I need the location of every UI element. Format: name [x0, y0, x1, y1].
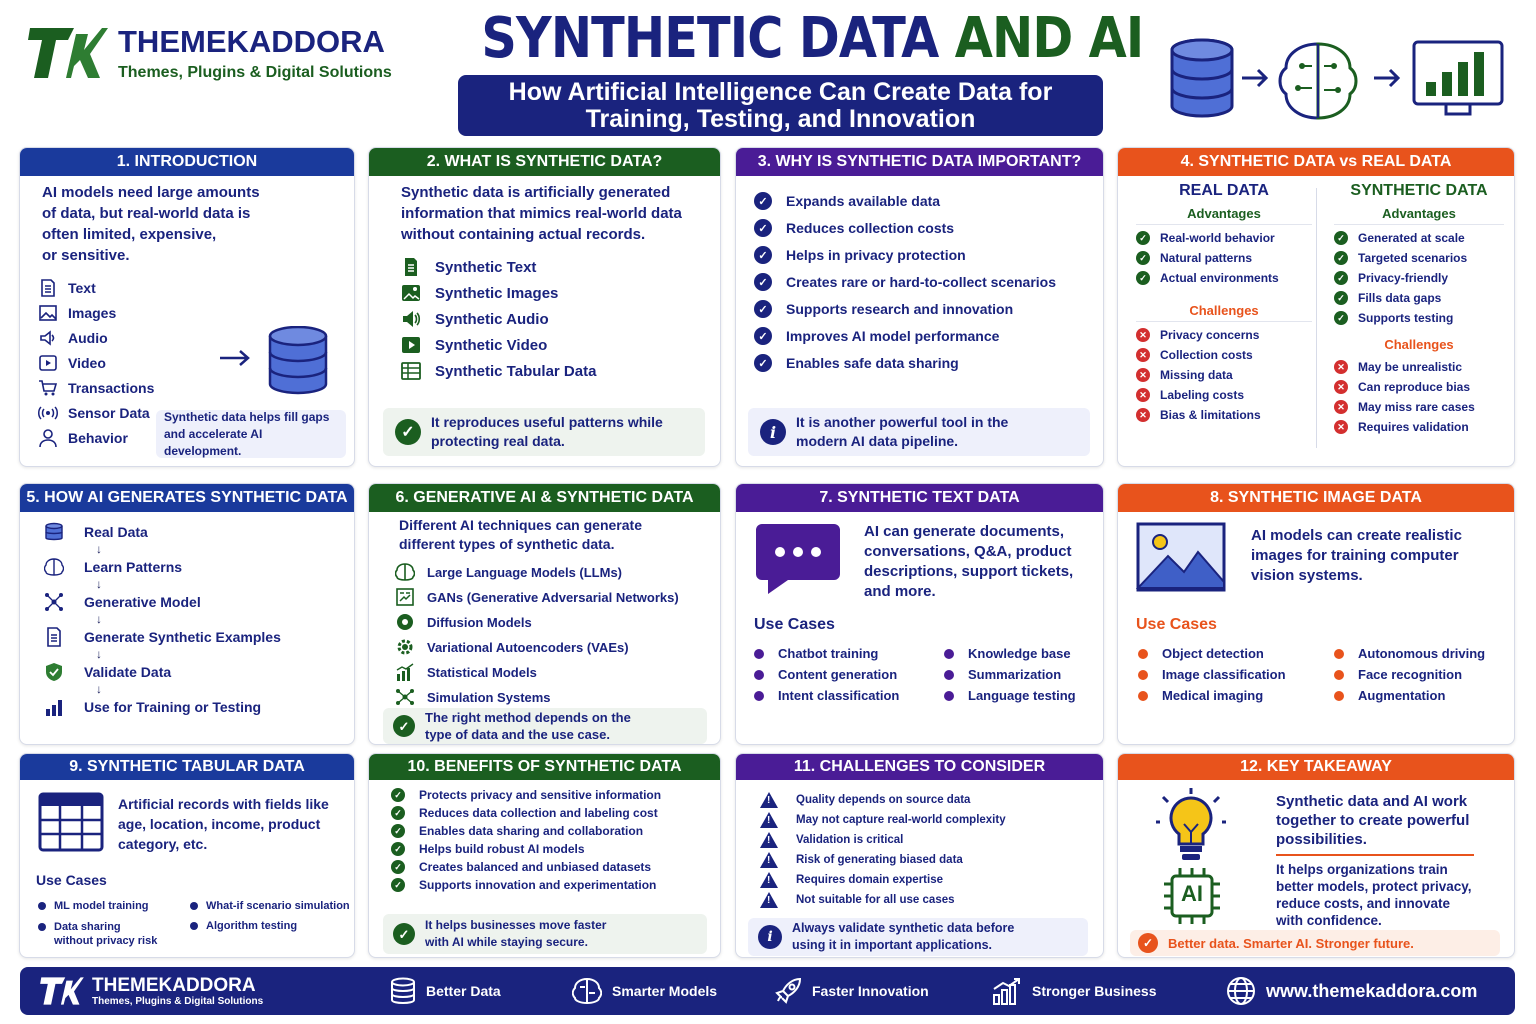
check-icon: ✓	[391, 842, 405, 856]
use-case-item: Language testing	[944, 688, 1076, 703]
play-icon	[401, 335, 421, 355]
check-icon: ✓	[1334, 271, 1348, 285]
brand-logo	[28, 20, 392, 86]
challenge-item: ✕ Collection costs	[1136, 348, 1312, 362]
monitor-chart-icon	[1414, 42, 1502, 114]
card-heading: 4. SYNTHETIC DATA vs REAL DATA	[1118, 148, 1514, 176]
header-illustration	[1168, 36, 1508, 126]
brand-tagline: Themes, Plugins & Digital Solutions	[118, 64, 392, 81]
bullet-icon	[754, 691, 764, 701]
genai-text-line: Different AI techniques can generate	[399, 517, 642, 533]
growth-chart-icon	[992, 977, 1022, 1005]
gear-icon	[395, 637, 415, 657]
what-item: Synthetic Text	[401, 257, 688, 277]
advantage-item: ✓ Targeted scenarios	[1334, 251, 1504, 265]
why-item: ✓ Reduces collection costs	[754, 219, 1085, 237]
card-heading: 2. WHAT IS SYNTHETIC DATA?	[369, 148, 720, 176]
card-what-is-synthetic-data	[368, 147, 721, 467]
challenge-item: ✕ Bias & limitations	[1136, 408, 1312, 422]
challenge-item: ✕ Privacy concerns	[1136, 328, 1312, 342]
document-icon	[44, 627, 64, 647]
check-icon: ✓	[393, 923, 415, 945]
challenge-item: ! Risk of generating biased data	[760, 852, 1006, 868]
card-heading: 5. HOW AI GENERATES SYNTHETIC DATA	[20, 484, 354, 512]
card-generative-ai	[368, 483, 721, 745]
what-text-line: without containing actual records.	[401, 226, 646, 243]
footer-brand-name: THEMEKADDORA	[92, 974, 256, 996]
what-item: Synthetic Audio	[401, 309, 688, 329]
user-icon	[38, 428, 58, 448]
check-icon: ✓	[754, 192, 772, 210]
arrow-down-icon: ↓	[96, 612, 102, 626]
cart-icon	[38, 378, 58, 398]
advantages-label: Advantages	[1136, 206, 1312, 225]
why-item: ✓ Expands available data	[754, 192, 1085, 210]
use-cases-left	[38, 900, 188, 948]
bullet-icon	[1138, 649, 1148, 659]
intro-type-item: Images	[38, 303, 332, 323]
check-icon: ✓	[391, 860, 405, 874]
use-cases-label: Use Cases	[36, 872, 107, 888]
use-case-item: Medical imaging	[1138, 688, 1286, 703]
arrow-down-icon: ↓	[96, 542, 102, 556]
check-icon: ✓	[395, 419, 421, 445]
card-key-takeaway	[1117, 753, 1515, 958]
why-item: ✓ Enables safe data sharing	[754, 354, 1085, 372]
footer	[20, 967, 1515, 1015]
use-cases-label: Use Cases	[1136, 616, 1217, 633]
benefits-list	[391, 788, 661, 892]
how-step: Validate Data	[44, 660, 330, 684]
check-icon: ✓	[1334, 291, 1348, 305]
bullet-icon	[944, 691, 954, 701]
how-step: Learn Patterns	[44, 555, 330, 579]
challenge-item: ! Quality depends on source data	[760, 792, 1006, 808]
advantage-item: ✓ Natural patterns	[1136, 251, 1312, 265]
page-subtitle	[458, 75, 1103, 136]
table-icon	[38, 792, 104, 852]
bar-chart-icon	[395, 662, 415, 682]
image-icon	[38, 303, 58, 323]
check-icon: ✓	[754, 246, 772, 264]
footer-item-better-data: Better Data	[390, 977, 501, 1005]
synthetic-data-title: SYNTHETIC DATA	[1350, 182, 1488, 199]
x-icon: ✕	[1136, 408, 1150, 422]
how-step: Real Data	[44, 520, 330, 544]
tk-logo-icon	[28, 20, 108, 86]
what-item: Synthetic Tabular Data	[401, 361, 688, 381]
advantage-item: ✓ Generated at scale	[1334, 231, 1504, 245]
x-icon: ✕	[1136, 368, 1150, 382]
how-step: Generate Synthetic Examples	[44, 625, 330, 649]
card-synthetic-image	[1117, 483, 1515, 745]
check-icon: ✓	[754, 354, 772, 372]
challenge-item: ✕ Can reproduce bias	[1334, 380, 1504, 394]
challenge-item: ✕ May be unrealistic	[1334, 360, 1504, 374]
use-case-item: Chatbot training	[754, 646, 899, 661]
x-icon: ✕	[1136, 328, 1150, 342]
warning-icon	[760, 792, 778, 808]
warning-icon	[760, 892, 778, 908]
chat-bubble-icon	[754, 522, 840, 594]
how-step: Generative Model	[44, 590, 330, 614]
challenge-item: ! May not capture real-world complexity	[760, 812, 1006, 828]
use-case-item: Summarization	[944, 667, 1076, 682]
text-description: AI can generate documents, conversations, Q&A, product descriptions, support tickets, and more.	[864, 523, 1074, 600]
card-challenges	[735, 753, 1104, 958]
x-icon: ✕	[1334, 380, 1348, 394]
image-icon	[401, 283, 421, 303]
check-icon: ✓	[393, 715, 415, 737]
arrow-down-icon: ↓	[96, 647, 102, 661]
intro-type-item: Text	[38, 278, 332, 298]
card-synthetic-vs-real	[1117, 147, 1515, 467]
intro-text-line: of data, but real-world data is	[42, 205, 251, 222]
advantage-item: ✓ Fills data gaps	[1334, 291, 1504, 305]
intro-text-line: often limited, expensive,	[42, 226, 217, 243]
use-cases-label: Use Cases	[754, 616, 835, 633]
genai-item: Diffusion Models	[395, 612, 690, 632]
why-item: ✓ Helps in privacy protection	[754, 246, 1085, 264]
card-heading: 8. SYNTHETIC IMAGE DATA	[1118, 484, 1514, 512]
ai-chip-label: AI	[1181, 881, 1203, 906]
genai-item: GANs (Generative Adversarial Networks)	[395, 587, 690, 607]
benefit-item: ✓ Protects privacy and sensitive information	[391, 788, 661, 802]
challenges-list	[760, 792, 1006, 908]
takeaway-text: Synthetic data and AI work together to create powerful possibilities.	[1276, 793, 1470, 848]
use-case-item: Knowledge base	[944, 646, 1076, 661]
genai-text-line: different types of synthetic data.	[399, 536, 615, 552]
arrow-right-icon	[1242, 70, 1266, 86]
footer-tagline: Themes, Plugins & Digital Solutions	[92, 995, 264, 1007]
brain-icon	[395, 562, 415, 582]
footer-item-smarter-models: Smarter Models	[572, 977, 717, 1005]
challenge-item: ✕ May miss rare cases	[1334, 400, 1504, 414]
network-icon	[44, 592, 64, 612]
challenge-item: ! Not suitable for all use cases	[760, 892, 1006, 908]
title-part2: AND AI	[954, 6, 1144, 71]
rocket-icon	[774, 977, 802, 1005]
challenges-note: i Always validate synthetic data before using it in important applications.	[748, 918, 1088, 956]
benefit-item: ✓ Helps build robust AI models	[391, 842, 661, 856]
bullet-icon	[944, 670, 954, 680]
challenge-item: ! Validation is critical	[760, 832, 1006, 848]
database-icon	[44, 522, 64, 542]
play-icon	[38, 353, 58, 373]
genai-item: Simulation Systems	[395, 687, 690, 707]
x-icon: ✕	[1136, 388, 1150, 402]
use-case-item: Autonomous driving	[1334, 646, 1485, 661]
speaker-icon	[38, 328, 58, 348]
card-synthetic-text	[735, 483, 1104, 745]
intro-type-item: Video	[38, 353, 332, 373]
check-icon: ✓	[1136, 251, 1150, 265]
brain-icon	[44, 557, 64, 577]
page-title	[481, 6, 1144, 71]
bullet-icon	[944, 649, 954, 659]
takeaway-text-2: It helps organizations train better models, protect privacy, reduce costs, and innovate with confidence.	[1276, 862, 1472, 928]
info-icon: i	[758, 925, 782, 949]
use-cases-right	[1334, 646, 1485, 703]
card-heading: 6. GENERATIVE AI & SYNTHETIC DATA	[369, 484, 720, 512]
use-cases-left	[1138, 646, 1286, 703]
sensor-icon	[38, 403, 58, 423]
arrow-down-icon: ↓	[96, 682, 102, 696]
landscape-image-icon	[1136, 522, 1226, 592]
challenges-label: Challenges	[1136, 303, 1312, 322]
what-text-line: information that mimics real-world data	[401, 205, 682, 222]
x-icon: ✕	[1334, 360, 1348, 374]
card-synthetic-tabular	[19, 753, 355, 958]
check-icon: ✓	[754, 219, 772, 237]
card-heading: 1. INTRODUCTION	[20, 148, 354, 176]
what-note: ✓ It reproduces useful patterns while protecting real data.	[383, 408, 705, 456]
takeaway-note: ✓ Better data. Smarter AI. Stronger future.	[1130, 930, 1500, 956]
challenge-item: ✕ Labeling costs	[1136, 388, 1312, 402]
bullet-icon	[1334, 649, 1344, 659]
use-case-item: Content generation	[754, 667, 899, 682]
real-data-title: REAL DATA	[1179, 182, 1269, 199]
advantage-item: ✓ Real-world behavior	[1136, 231, 1312, 245]
brain-circuit-icon	[1280, 44, 1356, 118]
arrow-right-icon	[1374, 70, 1398, 86]
use-cases-right	[190, 900, 350, 932]
warning-icon	[760, 852, 778, 868]
globe-icon	[1226, 976, 1256, 1006]
advantages-label: Advantages	[1334, 206, 1504, 225]
bar-chart-icon	[44, 697, 64, 717]
document-icon	[401, 257, 421, 277]
how-step: Use for Training or Testing	[44, 695, 330, 719]
bullet-icon	[754, 670, 764, 680]
benefit-item: ✓ Creates balanced and unbiased datasets	[391, 860, 661, 874]
check-icon: ✓	[1334, 251, 1348, 265]
arrow-right-icon	[220, 351, 248, 365]
check-icon: ✓	[1136, 271, 1150, 285]
use-case-item: Augmentation	[1334, 688, 1485, 703]
divider	[1316, 188, 1317, 448]
intro-note: Synthetic data helps fill gaps and accelerate AI development.	[156, 410, 346, 458]
bullet-icon	[190, 902, 198, 910]
why-item: ✓ Improves AI model performance	[754, 327, 1085, 345]
check-icon: ✓	[1136, 231, 1150, 245]
card-why-important	[735, 147, 1104, 467]
advantage-item: ✓ Supports testing	[1334, 311, 1504, 325]
check-icon: ✓	[1334, 231, 1348, 245]
check-icon: ✓	[754, 300, 772, 318]
intro-text-line: AI models need large amounts	[42, 184, 260, 201]
footer-item-faster-innovation: Faster Innovation	[774, 977, 929, 1005]
database-icon	[220, 326, 330, 398]
use-case-item: Face recognition	[1334, 667, 1485, 682]
card-heading: 9. SYNTHETIC TABULAR DATA	[20, 754, 354, 780]
why-item: ✓ Supports research and innovation	[754, 300, 1085, 318]
check-icon: ✓	[391, 824, 405, 838]
warning-icon	[760, 872, 778, 888]
benefits-note: ✓ It helps businesses move faster with AI while staying secure.	[383, 914, 707, 954]
use-cases-left	[754, 646, 899, 703]
shield-check-icon	[44, 662, 64, 682]
challenge-item: ✕ Missing data	[1136, 368, 1312, 382]
subtitle-line2: Training, Testing, and Innovation	[585, 105, 976, 133]
check-icon: ✓	[754, 327, 772, 345]
intro-text-line: or sensitive.	[42, 247, 130, 264]
check-icon: ✓	[754, 273, 772, 291]
benefit-item: ✓ Enables data sharing and collaboration	[391, 824, 661, 838]
tk-logo-icon	[40, 973, 84, 1009]
bullet-icon	[1334, 691, 1344, 701]
simulation-icon	[395, 687, 415, 707]
genai-note: ✓ The right method depends on the type of data and the use case.	[383, 708, 707, 744]
challenge-item: ✕ Requires validation	[1334, 420, 1504, 434]
advantage-item: ✓ Actual environments	[1136, 271, 1312, 285]
genai-item: Large Language Models (LLMs)	[395, 562, 690, 582]
use-case-item: What-if scenario simulation	[190, 900, 350, 912]
why-item: ✓ Creates rare or hard-to-collect scenarios	[754, 273, 1085, 291]
genai-item: Statistical Models	[395, 662, 690, 682]
document-icon	[38, 278, 58, 298]
use-cases-right	[944, 646, 1076, 703]
card-heading: 12. KEY TAKEAWAY	[1118, 754, 1514, 780]
lightbulb-icon	[1156, 788, 1226, 862]
image-description: AI models can create realistic images for training computer vision systems.	[1251, 527, 1462, 584]
arrow-down-icon: ↓	[96, 577, 102, 591]
tabular-description: Artificial records with fields like age, location, income, product category, etc.	[118, 796, 329, 852]
brain-icon	[572, 977, 602, 1005]
bullet-icon	[754, 649, 764, 659]
bullet-icon	[38, 923, 46, 931]
use-case-item: Image classification	[1138, 667, 1286, 682]
bullet-icon	[1334, 670, 1344, 680]
bullet-icon	[38, 902, 46, 910]
use-case-item: Data sharing without privacy risk	[38, 920, 188, 948]
benefit-item: ✓ Reduces data collection and labeling cost	[391, 806, 661, 820]
footer-website-link[interactable]: www.themekaddora.com	[1226, 976, 1477, 1006]
challenge-item: ! Requires domain expertise	[760, 872, 1006, 888]
card-introduction	[19, 147, 355, 467]
card-heading: 7. SYNTHETIC TEXT DATA	[736, 484, 1103, 512]
card-heading: 3. WHY IS SYNTHETIC DATA IMPORTANT?	[736, 148, 1103, 176]
real-data-column	[1136, 182, 1312, 422]
check-icon: ✓	[391, 788, 405, 802]
info-icon: i	[760, 419, 786, 445]
ai-chip-icon	[1164, 868, 1220, 924]
table-icon	[401, 361, 421, 381]
x-icon: ✕	[1334, 400, 1348, 414]
benefit-item: ✓ Supports innovation and experimentation	[391, 878, 661, 892]
database-icon	[1172, 40, 1232, 116]
why-note: i It is another powerful tool in the modern AI data pipeline.	[748, 408, 1090, 456]
footer-logo	[40, 973, 380, 1009]
gan-icon	[395, 587, 415, 607]
what-item: Synthetic Images	[401, 283, 688, 303]
footer-item-stronger-business: Stronger Business	[992, 977, 1156, 1005]
challenges-label: Challenges	[1384, 337, 1454, 352]
speaker-icon	[401, 309, 421, 329]
x-icon: ✕	[1136, 348, 1150, 362]
divider	[1276, 854, 1474, 856]
advantage-item: ✓ Privacy-friendly	[1334, 271, 1504, 285]
warning-icon	[760, 832, 778, 848]
synthetic-data-column	[1334, 182, 1504, 434]
card-how-ai-generates	[19, 483, 355, 745]
card-benefits	[368, 753, 721, 958]
bullet-icon	[1138, 670, 1148, 680]
bullet-icon	[1138, 691, 1148, 701]
card-heading: 11. CHALLENGES TO CONSIDER	[736, 754, 1103, 780]
check-icon: ✓	[1138, 933, 1158, 953]
title-part1: SYNTHETIC DATA	[481, 6, 939, 71]
use-case-item: Object detection	[1138, 646, 1286, 661]
intro-type-item: Transactions	[38, 378, 332, 398]
diffusion-icon	[395, 612, 415, 632]
bullet-icon	[190, 922, 198, 930]
what-item: Synthetic Video	[401, 335, 688, 355]
intro-type-item: Audio	[38, 328, 332, 348]
card-heading: 10. BENEFITS OF SYNTHETIC DATA	[369, 754, 720, 780]
what-text-line: Synthetic data is artificially generated	[401, 184, 671, 201]
logo-mark	[28, 20, 108, 86]
subtitle-line1: How Artificial Intelligence Can Create Data for	[508, 78, 1053, 106]
use-case-item: ML model training	[38, 900, 188, 912]
intro-type-item: Behavior	[38, 428, 332, 448]
intro-type-item: Sensor Data	[38, 403, 332, 423]
warning-icon	[760, 812, 778, 828]
use-case-item: Intent classification	[754, 688, 899, 703]
x-icon: ✕	[1334, 420, 1348, 434]
check-icon: ✓	[1334, 311, 1348, 325]
check-icon: ✓	[391, 806, 405, 820]
database-icon	[390, 977, 416, 1005]
genai-item: Variational Autoencoders (VAEs)	[395, 637, 690, 657]
use-case-item: Algorithm testing	[190, 920, 350, 932]
check-icon: ✓	[391, 878, 405, 892]
brand-name: THEMEKADDORA	[118, 24, 385, 59]
